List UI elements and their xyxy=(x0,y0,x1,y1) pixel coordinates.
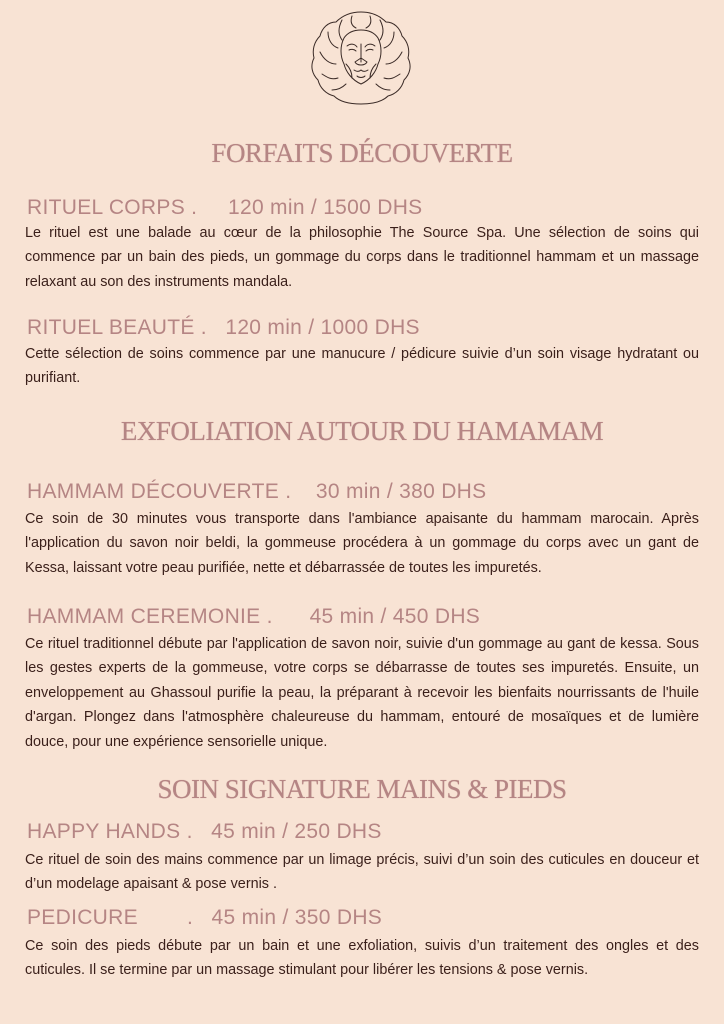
item-name: HAMMAM CEREMONIE . xyxy=(27,605,273,628)
item-name: PEDICURE . xyxy=(27,906,194,929)
item-description-pedicure: Ce soin des pieds débute par un bain et une exfoliation, suivis d’un traitement des ongles et des cuticules. Il se termine par un massage stimulant pour libérer les tensions & pose vernis. xyxy=(25,938,699,979)
item-title-rituel-beaute xyxy=(27,316,420,340)
item-description-rituel-beaute: Cette sélection de soins commence par une manucure / pédicure suivie d’un soin visage hydratant ou purifiant. xyxy=(25,346,699,387)
lion-head-icon xyxy=(302,8,420,106)
item-name: RITUEL BEAUTÉ . xyxy=(27,316,207,339)
item-price: 45 min / 450 DHS xyxy=(309,605,481,628)
item-price: 45 min / 350 DHS xyxy=(211,906,383,929)
item-description-hammam-decouverte: Ce soin de 30 minutes vous transporte dans l'ambiance apaisante du hammam marocain. Après l'application du savon noir beldi, la gommeuse procédera à un gommage du corps avec un gant de Kessa, laissant votre peau purifiée, nette et débarrassée de toutes les impuretés. xyxy=(25,511,699,576)
item-price: 120 min / 1500 DHS xyxy=(227,196,423,219)
item-title-hammam-decouverte xyxy=(27,480,486,504)
item-price: 30 min / 380 DHS xyxy=(315,480,487,503)
item-title-hammam-ceremonie xyxy=(27,605,480,629)
section-title-exfoliation: EXFOLIATION AUTOUR DU HAMAMAM xyxy=(120,416,604,446)
item-description-hammam-ceremonie: Ce rituel traditionnel débute par l'application de savon noir, suivie d'un gommage au gant de kessa. Sous les gestes experts de la gommeuse, votre corps se débarrasse de toutes ses impuretés. Ensuite, un enveloppement au Ghassoul purifie la peau, la préparant à recevoir les bienfaits nourrissants de l'huile d'argan. Plongez dans l'atmosphère chaleureuse du hammam, entouré de mosaïques et de lumière douce, pour une expérience sensorielle unique. xyxy=(25,636,699,750)
item-name: RITUEL CORPS . xyxy=(27,196,198,219)
section-title-soin-signature: SOIN SIGNATURE MAINS & PIEDS xyxy=(157,774,567,804)
item-title-rituel-corps xyxy=(27,196,423,220)
item-name: HAMMAM DÉCOUVERTE . xyxy=(27,480,292,503)
section-title-forfaits: FORFAITS DÉCOUVERTE xyxy=(211,138,513,168)
item-description-rituel-corps: Le rituel est une balade au cœur de la philosophie The Source Spa. Une sélection de soins qui commence par un bain des pieds, un gommage du corps dans le traditionnel hammam et un massage relaxant au son des instruments mandala. xyxy=(25,225,699,290)
item-price: 45 min / 250 DHS xyxy=(211,820,382,843)
item-title-pedicure xyxy=(27,906,382,930)
item-name: HAPPY HANDS . xyxy=(27,820,193,843)
item-price: 120 min / 1000 DHS xyxy=(225,316,420,339)
item-title-happy-hands xyxy=(27,820,382,844)
item-description-happy-hands: Ce rituel de soin des mains commence par un limage précis, suivi d’un soin des cuticules en douceur et d’un modelage apaisant & pose vernis . xyxy=(25,852,699,893)
